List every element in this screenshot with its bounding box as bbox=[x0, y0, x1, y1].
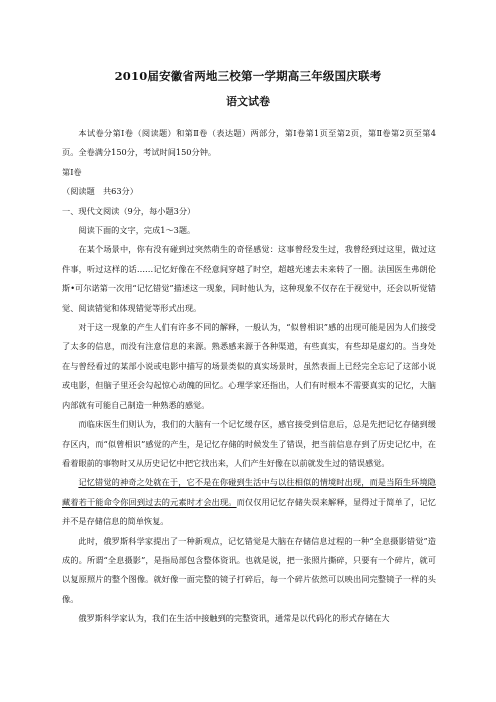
part-subtitle: （阅读题 共63分） bbox=[62, 186, 138, 197]
intro-paragraph: 本试卷分第Ⅰ卷（阅读题）和第Ⅱ卷（表达题）两部分，第Ⅰ卷第1页至第2页，第Ⅱ卷第2页至第4页。全卷满分150分，考试时间150分钟。 bbox=[62, 128, 436, 158]
paragraph-1: 在某个场景中，你有没有碰到过突然萌生的奇怪感觉：这事曾经发生过，我曾经到过这里，做过这件事，听过这样的话……记忆好像在不经意间穿越了时空，超越光速去未来转了一圈。法国医生弗朗伦斯•可尔诺第一次用“记忆错觉”描述这一现象，同时他认为，这种现象不仅存在于视觉中，还会以听觉错觉、阅读错觉和体现错觉等形式出现。 bbox=[62, 244, 436, 313]
section-heading: 一、现代文阅读（9分，每小题3分） bbox=[62, 205, 196, 216]
paragraph-6: 俄罗斯科学家认为，我们在生活中接触到的完整资讯，通常是以代码化的形式存储在大 bbox=[78, 613, 390, 624]
exam-subtitle: 语文试卷 bbox=[226, 95, 270, 108]
part-label: 第Ⅰ卷 bbox=[62, 166, 82, 177]
underlined-sentence: 记忆错觉的神奇之处就在于，它不是在你碰到生活中与以往相似的情境时出现，而是当陌生环境隐藏着若干能命令你回到过去的元素时才会出现。 bbox=[62, 477, 436, 507]
paragraph-4-rest: 而仅仅用记忆存储失误来解释，显得过于简单了，记忆并不是存储信息的简单恢复。 bbox=[62, 496, 436, 527]
exam-title: 2010届安徽省两地三校第一学期高三年级国庆联考 bbox=[114, 69, 382, 83]
instruction: 阅读下面的文字，完成1～3题。 bbox=[78, 225, 196, 236]
paragraph-4 bbox=[62, 473, 436, 531]
paragraph-3: 而临床医生们则认为，我们的大脑有一个记忆缓存区，感官接受到信息后，总是先把记忆存储到缓存区内，而“似曾相识”感觉的产生，是记忆存储的时候发生了错误，把当前信息存到了历史记忆中，在看着眼前的事物时又从历史记忆中把它找出来，人们产生好像在以前就发生过的错误感觉。 bbox=[62, 419, 436, 468]
paragraph-5: 此时，俄罗斯科学家提出了一种新观点，记忆错觉是大脑在存储信息过程的一种“全息摄影错觉”造成的。所谓“全息摄影”，是指局部包含整体资讯。也就是说，把一张照片撕碎，只要有一个碎片，就可以复原照片的整个图像。就好像一面完整的镜子打碎后，每一个碎片依然可以映出同完整镜子一样的头像。 bbox=[62, 535, 436, 604]
document-body bbox=[62, 124, 436, 629]
paragraph-2: 对于这一现象的产生人们有许多不同的解释，一般认为，“似曾相识”感的出现可能是因为人们接受了太多的信息，而没有注意信息的来源。熟悉感来源于各种渠道，有些真实，有些却是虚幻的。当身处在与曾经看过的某部小说或电影中描写的场景类似的真实场景时，虽然表面上已经完全忘记了这部小说或电影，但脑子里还会勾起惊心动魄的回忆。心理学家还指出，人们有时根本不需要真实的记忆，大脑内部就有可能自己制造一种熟悉的感觉。 bbox=[62, 322, 436, 410]
